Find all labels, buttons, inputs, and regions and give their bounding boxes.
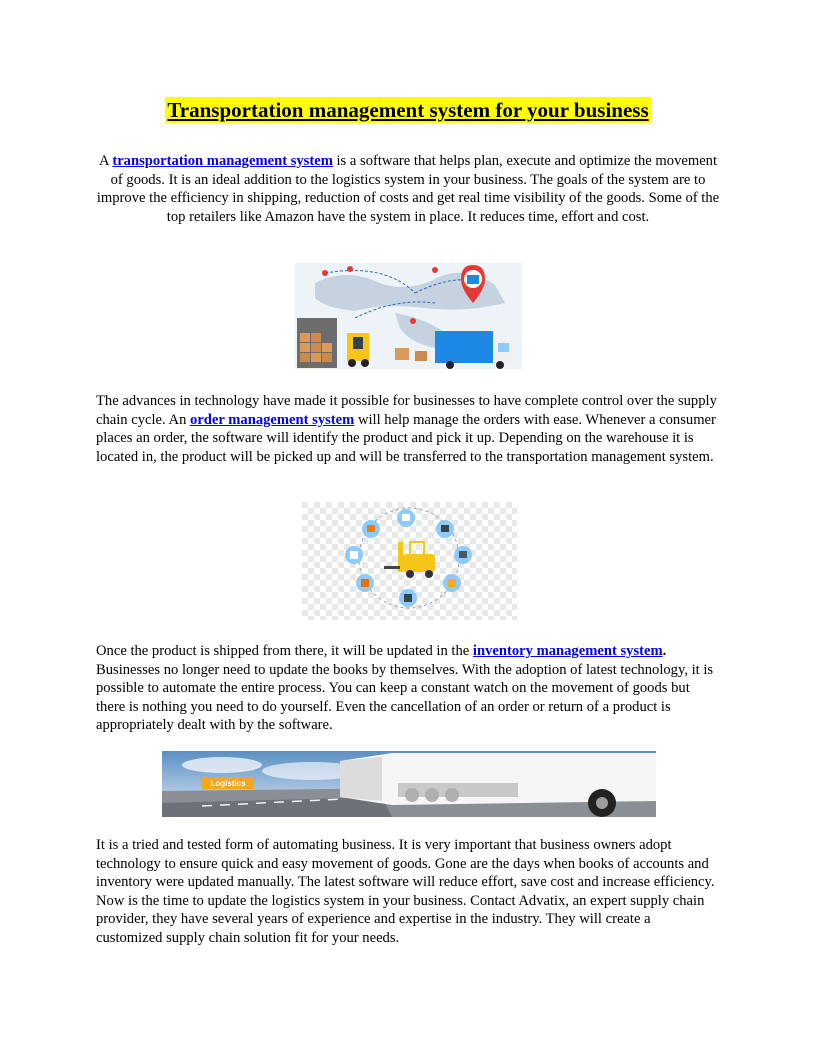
logistics-map-graphic bbox=[295, 263, 522, 369]
link-order-management-system[interactable]: order management system bbox=[190, 411, 355, 428]
paragraph-3 bbox=[96, 642, 720, 735]
title-wrapper bbox=[0, 97, 816, 123]
link-transportation-management-system[interactable]: transportation management system bbox=[112, 153, 333, 169]
paragraph-2-text-start: The advances in technology have made it possible for businesses to have complete control over the supply chain cycle. An bbox=[96, 393, 717, 428]
paragraph-1-text-start: A bbox=[98, 153, 113, 169]
paragraph-2 bbox=[96, 392, 720, 466]
paragraph-1 bbox=[96, 152, 720, 226]
paragraph-3-text-end: Businesses no longer need to update the books by themselves. With the adoption of latest technology, it is possible to automate the entire process. You can keep a constant watch on the movement of goods but there is nothing you need to do yourself. Even the cancellation of an order or return of a product is appropriately dealt with by the software. bbox=[96, 661, 714, 734]
paragraph-3-text-start: Once the product is shipped from there, it will be updated in the bbox=[96, 643, 473, 659]
paragraph-4: It is a tried and tested form of automating business. It is very important that business owners adopt technology to ensure quick and easy movement of goods. Gone are the days when books of accounts and inventory were updated manually. The latest software will reduce effort, save cost and increase efficiency. Now is the time to update the logistics system in your business. Contact Advatix, an expert supply chain provider, they have several years of experience and expertise in the industry. They will create a customized supply chain solution fit for your needs. bbox=[96, 837, 715, 946]
paragraph-1-text-end: is a software that helps plan, execute and optimize the movement of goods. It is an ideal addition to the logistics system in your business. The goals of the system are to improve the efficiency in shipping, reduction of costs and get real time visibility of the goods. Some of the top retailers like Amazon have the system in place. It reduces time, effort and cost. bbox=[96, 153, 720, 225]
truck-road-graphic bbox=[162, 751, 656, 817]
page-title: Transportation management system for your business bbox=[167, 98, 649, 122]
paragraph-2-text-end: will help manage the orders with ease. Whenever a consumer places an order, the software will identify the product and pick it up. Depending on the warehouse it is located in, the product will be picked up and will be transferred to the transportation management system. bbox=[96, 411, 716, 465]
forklift-icons-graphic bbox=[302, 502, 517, 620]
link-inventory-management-system[interactable]: inventory management system bbox=[472, 643, 663, 659]
forklift-icons-illustration bbox=[302, 502, 517, 620]
link-trailing-period: . bbox=[662, 643, 667, 659]
truck-road-banner bbox=[162, 751, 656, 817]
logistics-label: Logistics bbox=[210, 779, 246, 788]
logistics-map-illustration bbox=[295, 263, 522, 369]
